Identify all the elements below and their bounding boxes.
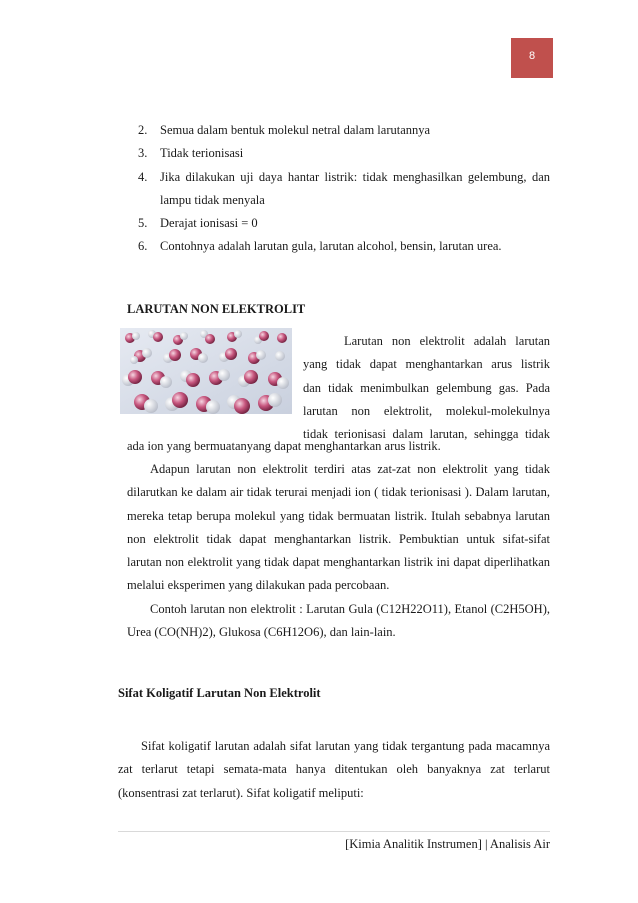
list-item xyxy=(138,235,550,258)
wrapped-paragraph xyxy=(303,330,550,446)
list-item-text: Contohnya adalah larutan gula, larutan alcohol, bensin, larutan urea. xyxy=(160,239,502,254)
list-item xyxy=(138,166,550,213)
paragraph: Sifat koligatif larutan adalah sifat larutan yang tidak tergantung pada macamnya zat terlarut tetapi semata-mata hanya ditentukan oleh banyaknya zat terlarut (konsentrasi zat terlarut). Sifat koligatif meliputi: xyxy=(118,739,550,800)
list-item-text: Tidak terionisasi xyxy=(160,146,244,161)
list-item-text: Derajat ionisasi = 0 xyxy=(160,216,258,231)
list-item-number: 6. xyxy=(138,239,148,254)
text-line: tidak terionisasi dalam larutan, sehingga tidak xyxy=(303,427,550,442)
text-line: Larutan non elektrolit adalah larutan xyxy=(344,334,550,348)
list-item-number: 2. xyxy=(138,123,148,137)
paragraph-continuation: ada ion yang bermuatanyang dapat menghantarkan arus listrik. xyxy=(127,439,441,453)
molecule-illustration xyxy=(120,328,292,414)
list-item xyxy=(138,142,550,165)
subsection-heading: Sifat Koligatif Larutan Non Elektrolit xyxy=(118,686,321,700)
footer-divider xyxy=(118,831,550,832)
text-line: larutan non elektrolit, molekul-molekulnya xyxy=(303,403,550,418)
list-item-number: 5. xyxy=(138,216,148,231)
properties-list xyxy=(138,119,550,259)
footer-text: [Kimia Analitik Instrumen] | Analisis Air xyxy=(345,837,550,851)
list-item xyxy=(138,212,550,235)
page-number: 8 xyxy=(528,50,536,62)
paragraph: Adapun larutan non elektrolit terdiri atas zat-zat non elektrolit yang tidak dilarutkan ke dalam air tidak terurai menjadi ion ( tidak terionisasi ). Dalam larutan, mereka tetap berupa molekul yang tidak bermuatan listrik. Itulah sebabnya larutan non elektrolit tidak dapat menghantarkan listrik. Pembuktian untuk sifat-sifat larutan non elektrolit yang tidak dapat menghantarkan listrik ini dapat diperlihatkan melalui eksperimen yang dilakukan pada percobaan. xyxy=(127,462,550,593)
text-line: yang tidak dapat menghantarkan arus listrik xyxy=(303,357,550,372)
page-number-badge xyxy=(511,38,553,78)
paragraph: Contoh larutan non elektrolit : Larutan Gula (C12H22O11), Etanol (C2H5OH), Urea (CO(NH)2), Glukosa (C6H12O6), dan lain-lain. xyxy=(127,602,550,640)
section-heading: LARUTAN NON ELEKTROLIT xyxy=(127,302,306,316)
molecules-image xyxy=(120,328,292,414)
list-item-number: 3. xyxy=(138,146,148,161)
text-line: dan tidak menimbulkan gelembung gas. Pada xyxy=(303,380,550,395)
list-item-text: Semua dalam bentuk molekul netral dalam larutannya xyxy=(160,123,431,137)
list-item-number: 4. xyxy=(138,169,148,184)
list-item xyxy=(138,119,550,142)
list-item-text: Jika dilakukan uji daya hantar listrik: tidak menghasilkan gelembung, dan lampu tidak menyala xyxy=(160,169,550,207)
